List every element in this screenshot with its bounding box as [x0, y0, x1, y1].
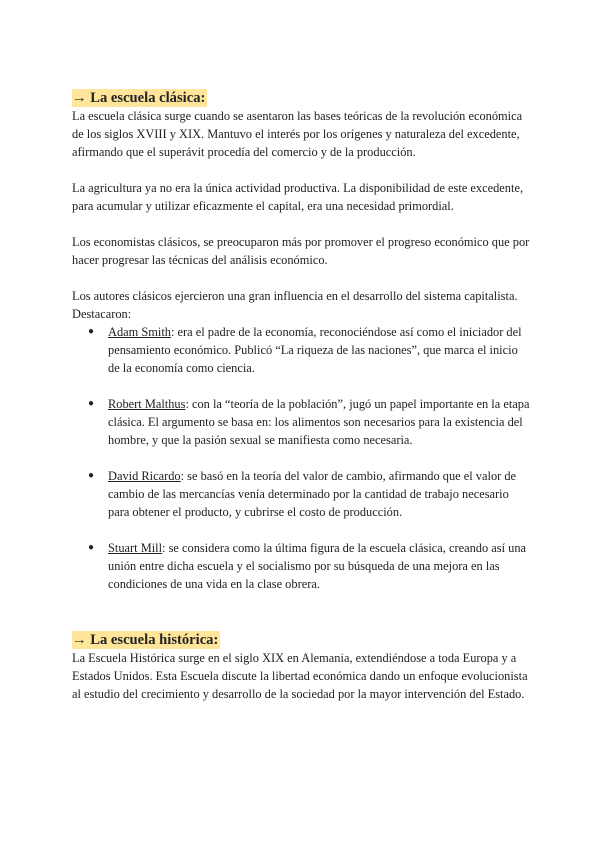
document-content — [72, 89, 532, 703]
author-description: : con la “teoría de la población”, jugó un papel importante en la etapa clásica. El argumento se basa en: los alimentos son necesarios para la existencia del hombre, y que la pasión sexual se manifiesta como necesaria. — [108, 397, 530, 447]
author-name: Stuart Mill — [108, 541, 163, 555]
author-description: : se basó en la teoría del valor de cambio, afirmando que el valor de cambio de las mercancías venía determinado por la cantidad de trabajo necesario para obtener el producto, y cubrirse el costo de producción. — [108, 469, 517, 519]
list-item-david-ricardo — [72, 467, 532, 521]
author-name: Adam Smith — [108, 325, 171, 339]
bullet-icon: ● — [88, 470, 95, 481]
heading-escuela-clasica: → La escuela clásica: — [72, 90, 206, 106]
bullet-icon: ● — [88, 398, 95, 409]
bullet-icon: ● — [88, 326, 95, 337]
bullet-icon: ● — [88, 542, 95, 553]
author-name: David Ricardo — [108, 469, 181, 483]
list-item-robert-malthus — [72, 395, 532, 449]
paragraph-autores: Los autores clásicos ejercieron una gran influencia en el desarrollo del sistema capitalista. Destacaron: — [72, 289, 518, 321]
paragraph-clasica-intro: La escuela clásica surge cuando se asentaron las bases teóricas de la revolución económica de los siglos XVIII y XIX. Mantuvo el interés por los orígenes y naturaleza del excedente, afirmando que el superávit procedía del comercio y de la producción. — [72, 109, 523, 159]
list-item-stuart-mill — [72, 539, 532, 593]
author-description: : era el padre de la economía, reconociéndose así como el iniciador del pensamiento económico. Publicó “La riqueza de las naciones”, que marca el inicio de la economía como ciencia. — [108, 325, 522, 375]
author-description: : se considera como la última figura de la escuela clásica, creando así una unión entre dicha escuela y el socialismo por su búsqueda de una mejora en las condiciones de una vida en la clase obrera. — [108, 541, 527, 591]
section-escuela-historica — [72, 613, 532, 703]
author-name: Robert Malthus — [108, 397, 186, 411]
paragraph-historica: La Escuela Histórica surge en el siglo XIX en Alemania, extendiéndose a toda Europa y a Estados Unidos. Esta Escuela discute la libertad económica dando un enfoque evolucionista al estudio del crecimiento y desarrollo de la sociedad por la mayor intervención del Estado. — [72, 651, 528, 701]
heading-escuela-historica: → La escuela histórica: — [72, 632, 219, 648]
paragraph-economistas: Los economistas clásicos, se preocuparon más por promover el progreso económico que por hacer progresar las técnicas del análisis económico. — [72, 235, 530, 267]
list-item-adam-smith — [72, 323, 532, 377]
paragraph-agricultura: La agricultura ya no era la única actividad productiva. La disponibilidad de este excedente, para acumular y utilizar eficazmente el capital, era una necesidad primordial. — [72, 181, 524, 213]
authors-list — [72, 323, 532, 593]
